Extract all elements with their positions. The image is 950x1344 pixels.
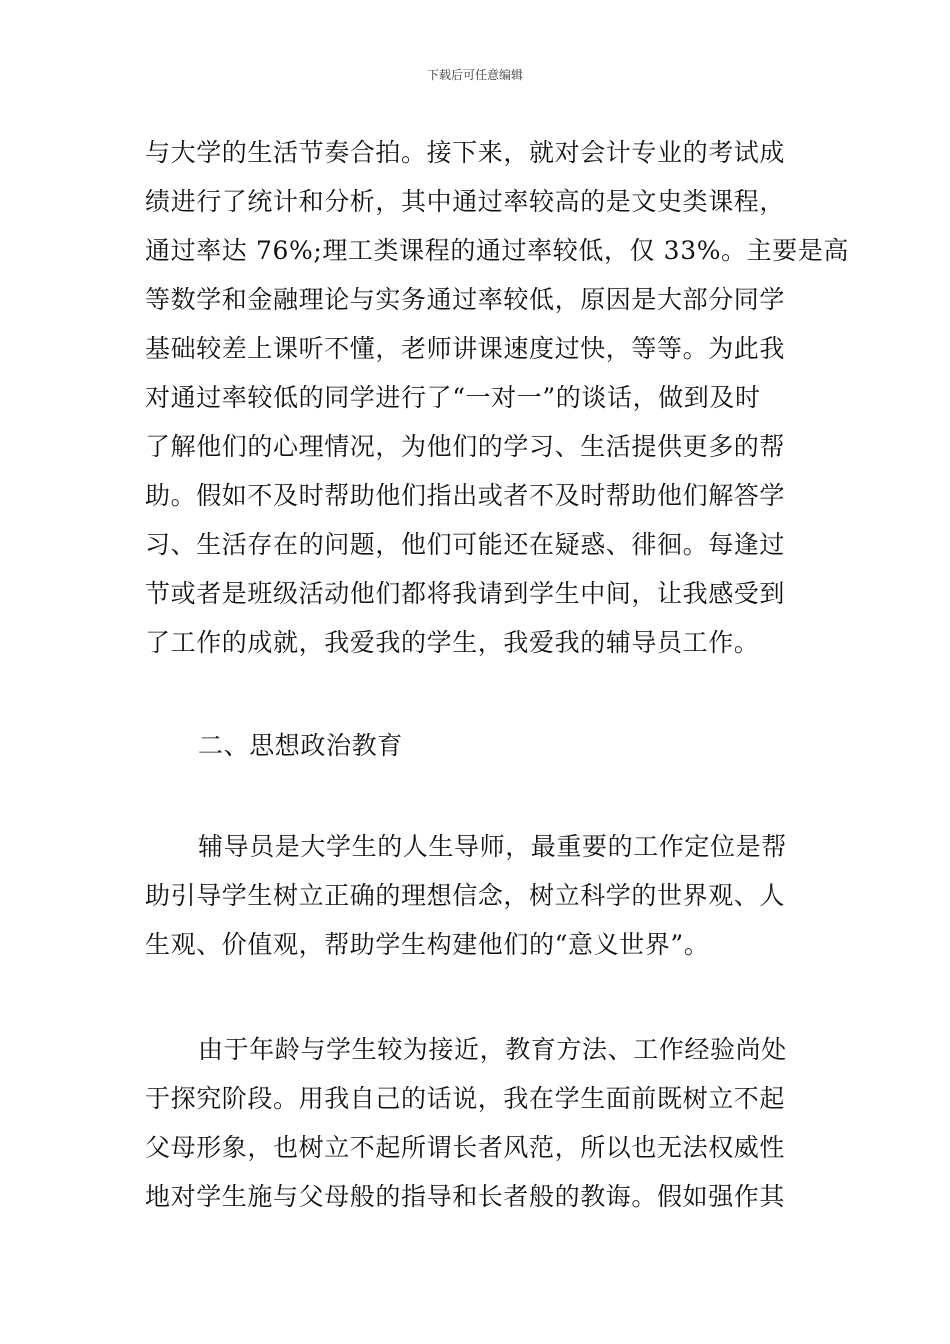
- paragraph-1-line: 绩进行了统计和分析，其中通过率较高的是文史类课程，: [145, 187, 786, 216]
- paragraph-3-line: 由于年龄与学生较为接近，教育方法、工作经验尚处: [198, 1035, 787, 1064]
- paragraph-1-line: 通过率达 76%;理工类课程的通过率较低，仅 33%。主要是高: [145, 236, 850, 265]
- paragraph-3-line: 于探究阶段。用我自己的话说，我在学生面前既树立不起: [145, 1084, 786, 1113]
- paragraph-3-line: 地对学生施与父母般的指导和长者般的教诲。假如强作其: [145, 1182, 786, 1211]
- paragraph-2-line: 助引导学生树立正确的理想信念，树立科学的世界观、人: [145, 881, 786, 910]
- paragraph-1-line: 习、生活存在的问题，他们可能还在疑惑、徘徊。每逢过: [145, 530, 786, 559]
- paragraph-1-line: 基础较差上课听不懂，老师讲课速度过快，等等。为此我: [145, 334, 786, 363]
- section-heading: 二、思想政治教育: [198, 731, 403, 760]
- paragraph-1-line: 助。假如不及时帮助他们指出或者不及时帮助他们解答学: [145, 481, 786, 510]
- paragraph-1-line: 节或者是班级活动他们都将我请到学生中间，让我感受到: [145, 579, 786, 608]
- paragraph-1-line: 对通过率较低的同学进行了“一对一”的谈话，做到及时: [145, 383, 761, 412]
- paragraph-1: [145, 128, 850, 667]
- paragraph-2-line: 辅导员是大学生的人生导师，最重要的工作定位是帮: [198, 832, 787, 861]
- paragraph-2: [145, 822, 807, 969]
- paragraph-1-line: 了工作的成就，我爱我的学生，我爱我的辅导员工作。: [145, 628, 760, 657]
- paragraph-3: [145, 1025, 807, 1221]
- paragraph-1-line: 等数学和金融理论与实务通过率较低，原因是大部分同学: [145, 285, 786, 314]
- paragraph-3-line: 父母形象，也树立不起所谓长者风范，所以也无法权威性: [145, 1133, 786, 1162]
- paragraph-1-line: 与大学的生活节奏合拍。接下来，就对会计专业的考试成: [145, 138, 786, 167]
- paragraph-2-line: 生观、价值观，帮助学生构建他们的“意义世界”。: [145, 930, 710, 959]
- paragraph-1-line: 了解他们的心理情况，为他们的学习、生活提供更多的帮: [145, 432, 786, 461]
- header-note: 下载后可任意编辑: [426, 68, 523, 82]
